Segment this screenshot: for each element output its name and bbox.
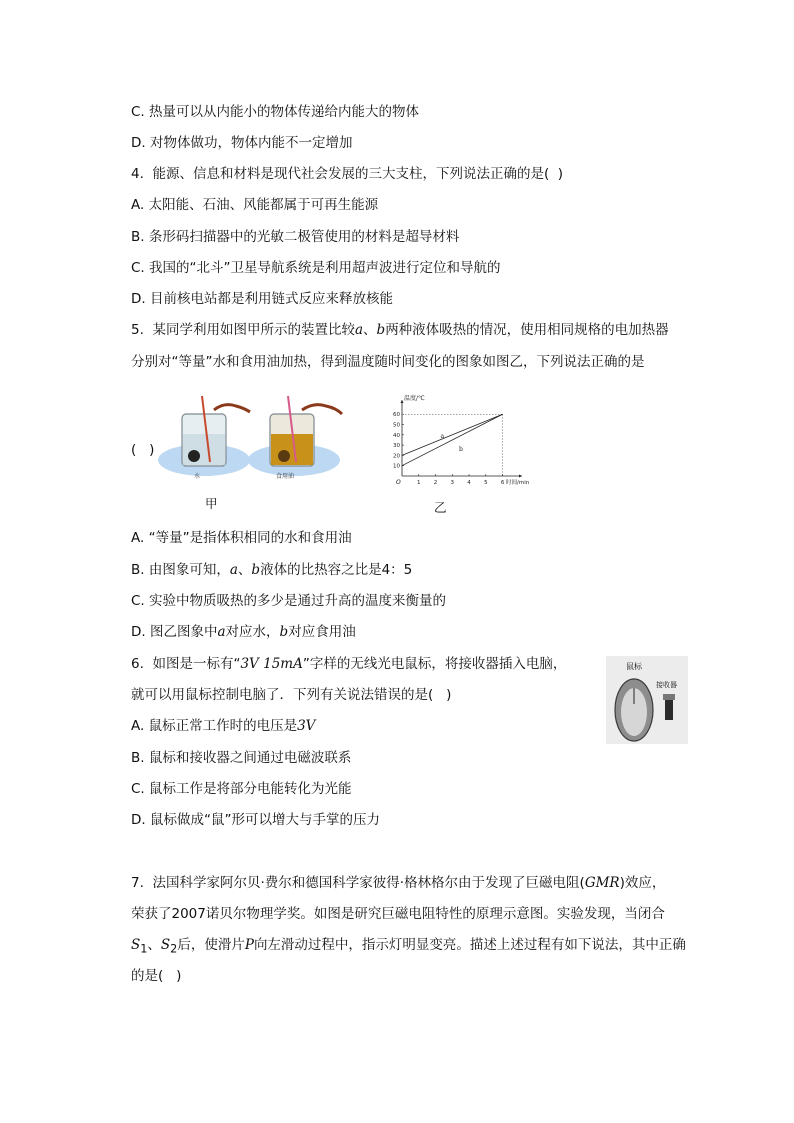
y-axis-label: 温度/℃ [404, 395, 425, 402]
text: 、 [363, 322, 377, 338]
text: ”字样的无线光电鼠标，将接收器插入电脑， [302, 656, 567, 672]
option-3c [131, 102, 419, 122]
text: 后，使滑片 [177, 937, 245, 953]
y-tick-label: 40 [393, 432, 400, 439]
text: 就可以用鼠标控制电脑了．下列有关说法错误的是( ) [131, 687, 452, 703]
text: A. 鼠标正常工作时的电压是 [131, 718, 298, 734]
figure-jia-label: 甲 [205, 496, 218, 511]
text: D. 目前核电站都是利用链式反应来释放核能 [131, 291, 393, 307]
text: 荣获了2007诺贝尔物理学奖。如图是研究巨磁电阻特性的原理示意图。实验发现，当闭合 [131, 906, 665, 922]
x-tick-label: 2 [433, 480, 438, 486]
text: D. 图乙图象中 [131, 624, 218, 640]
mouse-label: 鼠标 [626, 662, 642, 671]
series-line-b [402, 414, 503, 465]
option-4b [131, 227, 459, 247]
option-5b [131, 560, 412, 580]
x-tick-label: 5 [484, 480, 488, 486]
option-5a [131, 528, 352, 548]
text: 6. 如图是一标有“ [131, 656, 241, 672]
option-4d [131, 289, 393, 309]
y-tick-label: 30 [393, 443, 400, 450]
subscript: 1 [140, 942, 148, 956]
var-b: b [251, 562, 261, 578]
x-axis-label: 时间/min [506, 480, 530, 486]
oil-beaker-figure [246, 390, 356, 482]
question-6-stem-line2 [131, 685, 451, 705]
text: 的是( ) [131, 968, 182, 984]
text: ( ) [131, 442, 155, 458]
question-7-stem-line1 [131, 873, 665, 893]
series-label-b: b [459, 446, 463, 454]
oil-cable [302, 405, 342, 414]
var-a: a [354, 322, 364, 338]
y-tick-label: 10 [393, 463, 400, 470]
receiver-plug [663, 694, 675, 700]
option-6c [131, 779, 352, 799]
voltage-value: 3V [297, 718, 316, 734]
text: A. 太阳能、石油、风能都属于可再生能源 [131, 197, 379, 213]
receiver-dongle [665, 700, 673, 720]
gmr-abbrev: GMR [584, 875, 620, 891]
text: 液体的比热容之比是4：5 [260, 562, 413, 578]
text: D. 对物体做功，物体内能不一定增加 [131, 135, 353, 151]
receiver-label: 接收器 [656, 681, 677, 689]
text: C. 鼠标工作是将部分电能转化为光能 [131, 781, 352, 797]
var-a: a [217, 624, 226, 640]
option-6d [131, 810, 380, 830]
slider-p: P [244, 937, 254, 953]
text: B. 条形码扫描器中的光敏二极管使用的材料是超导材料 [131, 229, 460, 245]
text: C. 我国的“北斗”卫星导航系统是利用超声波进行定位和导航的 [131, 260, 501, 276]
oil-tag: 食用油 [276, 473, 295, 480]
question-4-stem [131, 164, 563, 184]
subscript: 2 [170, 942, 178, 956]
text: 两种液体吸热的情况，使用相同规格的电加热器 [385, 322, 669, 338]
y-tick-label: 60 [393, 412, 400, 419]
x-tick-label: 6 [500, 480, 505, 486]
option-3d [131, 133, 352, 153]
question-5-answer-paren [131, 440, 154, 460]
text: 、 [147, 937, 161, 953]
series-label-a: a [440, 432, 445, 440]
x-tick-label: 3 [450, 480, 455, 486]
option-5d [131, 622, 356, 642]
y-tick-label: 50 [393, 422, 400, 429]
origin-label: O [396, 479, 401, 486]
text: 、 [237, 562, 252, 578]
wireless-mouse-figure [606, 656, 688, 744]
x-tick-label: 4 [467, 480, 471, 486]
var-a: a [229, 562, 238, 578]
option-4a [131, 195, 378, 215]
x-tick-label: 1 [417, 480, 421, 486]
oil-heater-coil [278, 450, 290, 462]
question-5-stem-line1 [131, 320, 669, 340]
text: 5. 某同学利用如图甲所示的装置比较 [131, 322, 355, 338]
question-7-stem-line2 [131, 904, 665, 924]
text: D. 鼠标做成“鼠”形可以增大与手掌的压力 [131, 812, 380, 828]
x-axis-arrow [519, 475, 522, 478]
text: 对应水， [225, 624, 280, 640]
question-5-stem-line2 [131, 352, 645, 372]
text: 对应食用油 [288, 624, 356, 640]
text: 4. 能源、信息和材料是现代社会发展的三大支柱，下列说法正确的是( ) [131, 166, 564, 182]
question-6-stem-line1 [131, 654, 566, 674]
y-tick-label: 20 [393, 453, 400, 460]
var-b: b [279, 624, 289, 640]
water-tag: 水 [194, 473, 201, 480]
water-liquid [183, 434, 225, 465]
question-7-stem-line3 [131, 935, 686, 960]
oil-liquid [271, 434, 313, 465]
switch-s1: S [131, 937, 141, 953]
option-5c [131, 591, 446, 611]
text: 7. 法国科学家阿尔贝·费尔和德国科学家彼得·格林格尔由于发现了巨磁电阻( [131, 875, 585, 891]
temperature-time-chart [388, 392, 538, 492]
text: B. 由图象可知， [131, 562, 230, 578]
option-6a [131, 716, 315, 736]
series-line-a [402, 414, 503, 455]
text: B. 鼠标和接收器之间通过电磁波联系 [131, 750, 352, 766]
text: C. 实验中物质吸热的多少是通过升高的温度来衡量的 [131, 593, 447, 609]
rating-value: 3V 15mA [240, 656, 303, 672]
text: )效应， [619, 875, 666, 891]
option-6b [131, 748, 351, 768]
text: C. 热量可以从内能小的物体传递给内能大的物体 [131, 104, 420, 120]
question-7-stem-line4 [131, 966, 181, 986]
option-4c [131, 258, 501, 278]
water-heater-coil [188, 450, 200, 462]
water-cable [214, 405, 250, 412]
switch-s2: S [160, 937, 171, 953]
var-b: b [376, 322, 386, 338]
figure-yi-label: 乙 [434, 500, 447, 515]
text: 向左滑动过程中，指示灯明显变亮。描述上述过程有如下说法，其中正确 [253, 937, 686, 953]
text: 分别对“等量”水和食用油加热，得到温度随时间变化的图象如图乙，下列说法正确的是 [131, 354, 645, 370]
text: A. “等量”是指体积相同的水和食用油 [131, 530, 352, 546]
